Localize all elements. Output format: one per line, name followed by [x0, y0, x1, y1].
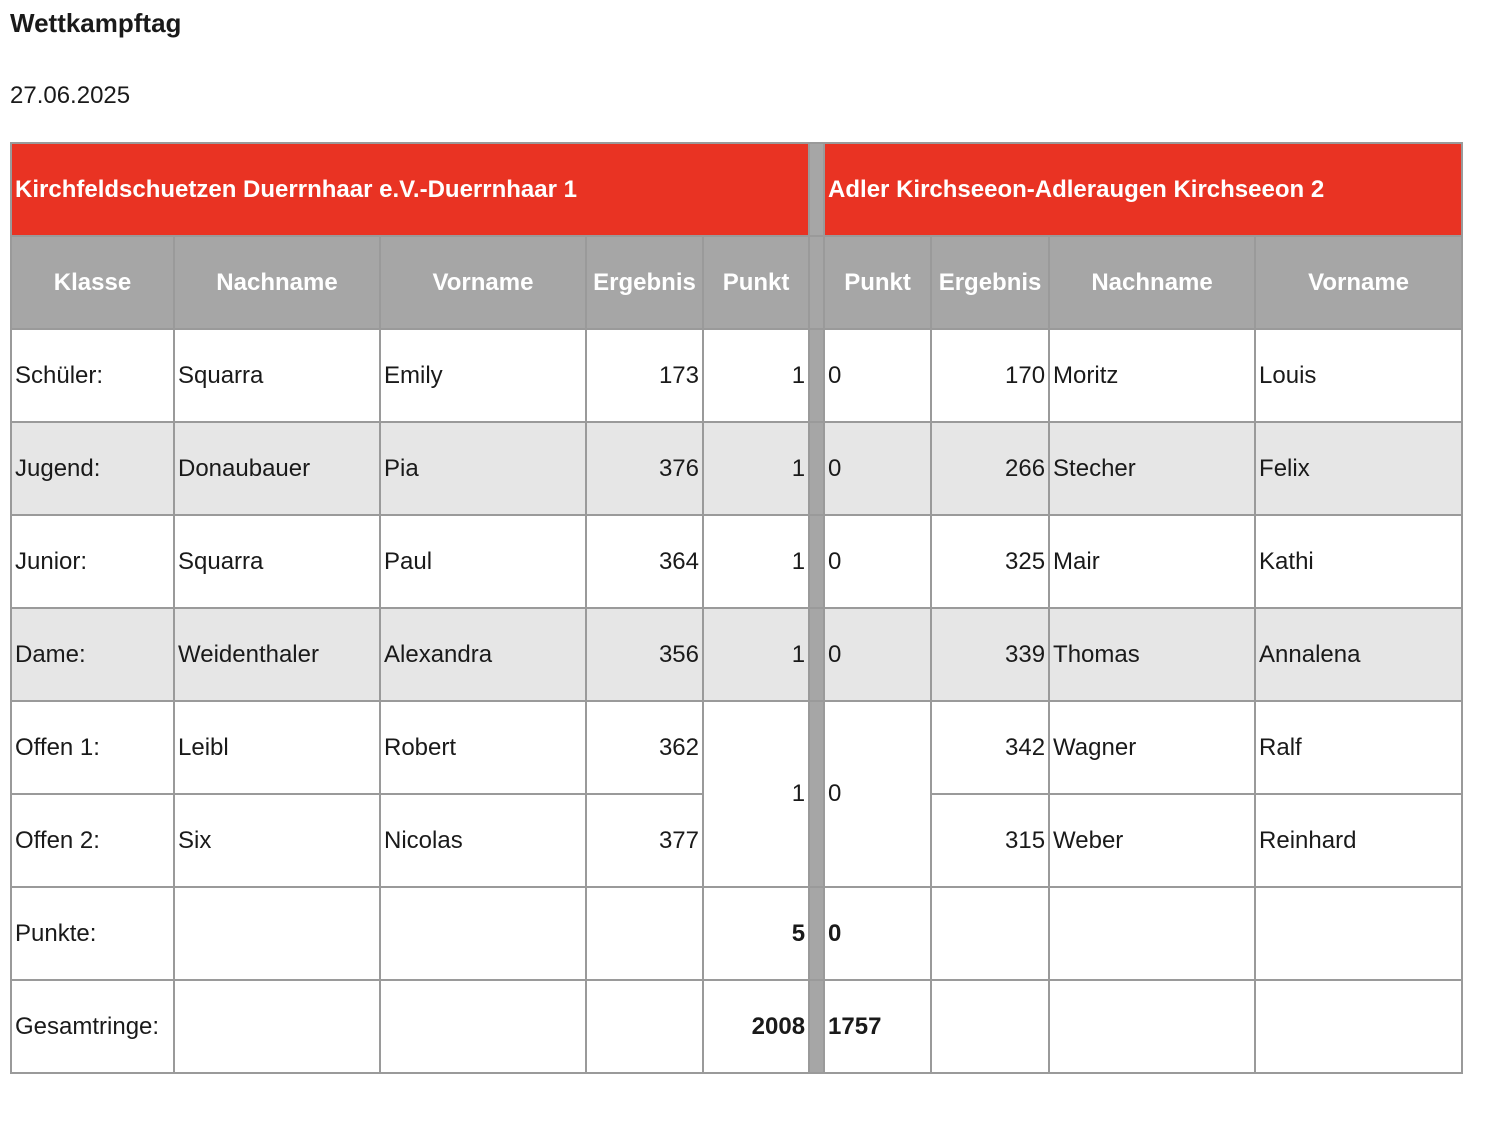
away-vorname-cell: Reinhard — [1255, 794, 1462, 887]
home-offen-punkt-cell: 1 — [703, 701, 809, 887]
klasse-cell: Junior: — [11, 515, 174, 608]
header-away-nachname: Nachname — [1049, 236, 1255, 329]
empty-cell — [1255, 887, 1462, 980]
separator — [809, 329, 824, 422]
header-home-vorname: Vorname — [380, 236, 586, 329]
punkte-row — [11, 887, 1462, 980]
away-vorname-cell: Louis — [1255, 329, 1462, 422]
home-vorname-cell: Alexandra — [380, 608, 586, 701]
home-ergebnis-cell: 364 — [586, 515, 703, 608]
home-ergebnis-cell: 362 — [586, 701, 703, 794]
separator — [809, 701, 824, 887]
gesamtringe-row — [11, 980, 1462, 1073]
away-punkt-cell: 0 — [824, 329, 931, 422]
klasse-cell: Schüler: — [11, 329, 174, 422]
away-ergebnis-cell: 339 — [931, 608, 1049, 701]
klasse-cell: Offen 1: — [11, 701, 174, 794]
punkte-label: Punkte: — [11, 887, 174, 980]
home-ergebnis-cell: 377 — [586, 794, 703, 887]
home-team-name: Kirchfeldschuetzen Duerrnhaar e.V.-Duerrnhaar 1 — [11, 143, 809, 236]
separator — [809, 236, 824, 329]
home-nachname-cell: Leibl — [174, 701, 380, 794]
home-vorname-cell: Paul — [380, 515, 586, 608]
header-home-punkt: Punkt — [703, 236, 809, 329]
away-vorname-cell: Kathi — [1255, 515, 1462, 608]
home-ergebnis-cell: 173 — [586, 329, 703, 422]
home-punkt-cell: 1 — [703, 608, 809, 701]
home-nachname-cell: Weidenthaler — [174, 608, 380, 701]
home-nachname-cell: Squarra — [174, 329, 380, 422]
klasse-cell: Jugend: — [11, 422, 174, 515]
home-nachname-cell: Squarra — [174, 515, 380, 608]
separator — [809, 980, 824, 1073]
home-ergebnis-cell: 356 — [586, 608, 703, 701]
home-vorname-cell: Emily — [380, 329, 586, 422]
empty-cell — [380, 980, 586, 1073]
header-klasse: Klasse — [11, 236, 174, 329]
away-ergebnis-cell: 170 — [931, 329, 1049, 422]
away-nachname-cell: Stecher — [1049, 422, 1255, 515]
table-row — [11, 701, 1462, 794]
away-ergebnis-cell: 266 — [931, 422, 1049, 515]
away-nachname-cell: Moritz — [1049, 329, 1255, 422]
klasse-cell: Dame: — [11, 608, 174, 701]
away-ergebnis-cell: 325 — [931, 515, 1049, 608]
table-row — [11, 422, 1462, 515]
empty-cell — [1255, 980, 1462, 1073]
table-row — [11, 329, 1462, 422]
results-table — [10, 142, 1463, 1074]
home-vorname-cell: Robert — [380, 701, 586, 794]
home-vorname-cell: Nicolas — [380, 794, 586, 887]
away-punkt-cell: 0 — [824, 422, 931, 515]
empty-cell — [380, 887, 586, 980]
empty-cell — [174, 887, 380, 980]
away-punkt-cell: 0 — [824, 608, 931, 701]
separator — [809, 608, 824, 701]
separator — [809, 515, 824, 608]
table-row — [11, 515, 1462, 608]
away-nachname-cell: Weber — [1049, 794, 1255, 887]
home-punkt-cell: 1 — [703, 515, 809, 608]
page-title: Wettkampftag — [10, 8, 182, 38]
away-ergebnis-cell: 342 — [931, 701, 1049, 794]
separator — [809, 143, 824, 236]
team-header-row — [11, 143, 1462, 236]
home-nachname-cell: Donaubauer — [174, 422, 380, 515]
table-row — [11, 608, 1462, 701]
empty-cell — [174, 980, 380, 1073]
header-away-vorname: Vorname — [1255, 236, 1462, 329]
home-vorname-cell: Pia — [380, 422, 586, 515]
empty-cell — [586, 980, 703, 1073]
home-punkte-total: 5 — [703, 887, 809, 980]
empty-cell — [586, 887, 703, 980]
away-nachname-cell: Wagner — [1049, 701, 1255, 794]
away-nachname-cell: Thomas — [1049, 608, 1255, 701]
away-nachname-cell: Mair — [1049, 515, 1255, 608]
home-ergebnis-cell: 376 — [586, 422, 703, 515]
away-gesamtringe-total: 1757 — [824, 980, 931, 1073]
header-away-ergebnis: Ergebnis — [931, 236, 1049, 329]
empty-cell — [1049, 980, 1255, 1073]
gesamtringe-label: Gesamtringe: — [11, 980, 174, 1073]
away-punkte-total: 0 — [824, 887, 931, 980]
home-punkt-cell: 1 — [703, 329, 809, 422]
away-offen-punkt-cell: 0 — [824, 701, 931, 887]
away-team-name: Adler Kirchseeon-Adleraugen Kirchseeon 2 — [824, 143, 1462, 236]
column-header-row — [11, 236, 1462, 329]
empty-cell — [931, 980, 1049, 1073]
competition-date: 27.06.2025 — [10, 82, 131, 109]
home-nachname-cell: Six — [174, 794, 380, 887]
away-ergebnis-cell: 315 — [931, 794, 1049, 887]
empty-cell — [931, 887, 1049, 980]
empty-cell — [1049, 887, 1255, 980]
away-vorname-cell: Ralf — [1255, 701, 1462, 794]
away-vorname-cell: Felix — [1255, 422, 1462, 515]
home-gesamtringe-total: 2008 — [703, 980, 809, 1073]
header-away-punkt: Punkt — [824, 236, 931, 329]
separator — [809, 422, 824, 515]
away-punkt-cell: 0 — [824, 515, 931, 608]
klasse-cell: Offen 2: — [11, 794, 174, 887]
separator — [809, 887, 824, 980]
header-home-nachname: Nachname — [174, 236, 380, 329]
home-punkt-cell: 1 — [703, 422, 809, 515]
away-vorname-cell: Annalena — [1255, 608, 1462, 701]
header-home-ergebnis: Ergebnis — [586, 236, 703, 329]
